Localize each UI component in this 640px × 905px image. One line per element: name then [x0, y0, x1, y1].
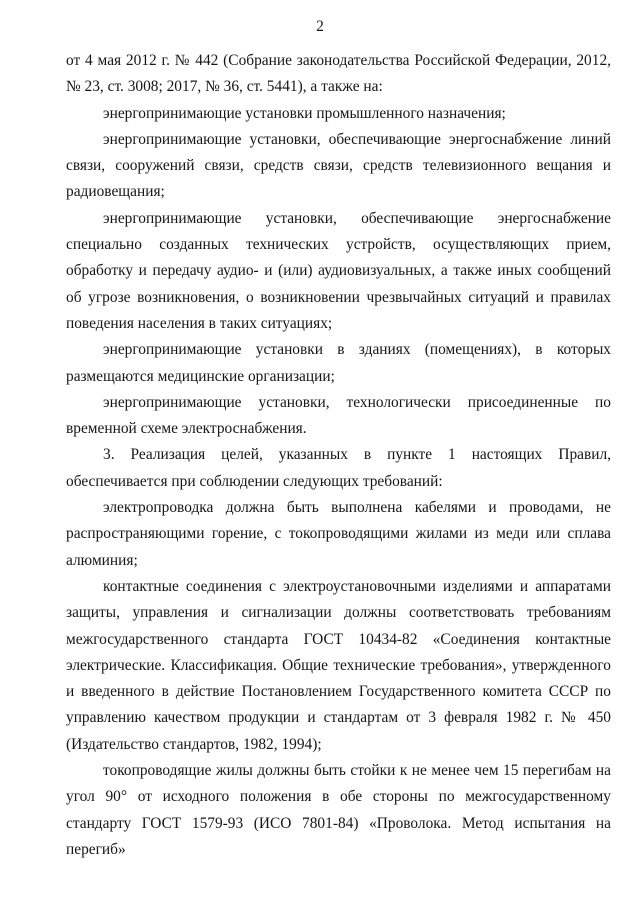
page-number: 2 — [316, 18, 324, 35]
paragraph-wiring-requirement: электропроводка должна быть выполнена кабелями и проводами, не распространяющими горение, с токопроводящими жилами из меди или сплава алюминия; — [66, 499, 611, 569]
paragraph-temporary-scheme-installations: энергопринимающие установки, технологически присоединенные по временной схеме электроснабжения. — [66, 393, 611, 438]
paragraph-intro-continuation: от 4 мая 2012 г. № 442 (Собрание законодательства Российской Федерации, 2012, № 23, ст. 3008; 2017, № 36, ст. 5441), а также на: — [66, 52, 611, 96]
paragraph-medical-installations: энергопринимающие установки в зданиях (помещениях), в которых размещаются медицинские организации; — [66, 341, 611, 385]
paragraph-contact-connections-requirement: контактные соединения с электроустановочными изделиями и аппаратами защиты, управления и сигнализации должны соответствовать требованиям межгосударственного стандарта ГОСТ 10434-82 «Соединения контактные электрические. Классификация. Общие технические требования», утвержденного и введенного в действие Постановлением Государственного комитета СССР по управлению качеством продукции и стандартам от 3 февраля 1982 г. № 450 (Издательство стандартов, 1982, 1994); — [66, 577, 611, 753]
paragraph-clause-3: 3. Реализация целей, указанных в пункте 1 настоящих Правил, обеспечивается при соблюдении следующих требований: — [66, 446, 611, 490]
paragraph-industrial-installations: энергопринимающие установки промышленного назначения; — [103, 104, 506, 122]
paragraph-warning-devices-installations: энергопринимающие установки, обеспечивающие энергоснабжение специально созданных технических устройств, осуществляющих прием, обработку и передачу аудио- и (или) аудиовизуальных, а также иных сообщений об угрозе возникновения, о возникновении чрезвычайных ситуаций и правилах поведения населения в таких ситуациях; — [66, 209, 611, 332]
paragraph-communication-installations: энергопринимающие установки, обеспечивающие энергоснабжение линий связи, сооружений связи, средств связи, средств телевизионного вещания и радиовещания; — [66, 130, 611, 201]
paragraph-conductor-bending-requirement: токопроводящие жилы должны быть стойки к не менее чем 15 перегибам на угол 90° от исходного положения в обе стороны по межгосударственному стандарту ГОСТ 1579-93 (ИСО 7801-84) «Проволока. Метод испытания на перегиб» — [66, 762, 611, 858]
document-body — [66, 48, 611, 863]
